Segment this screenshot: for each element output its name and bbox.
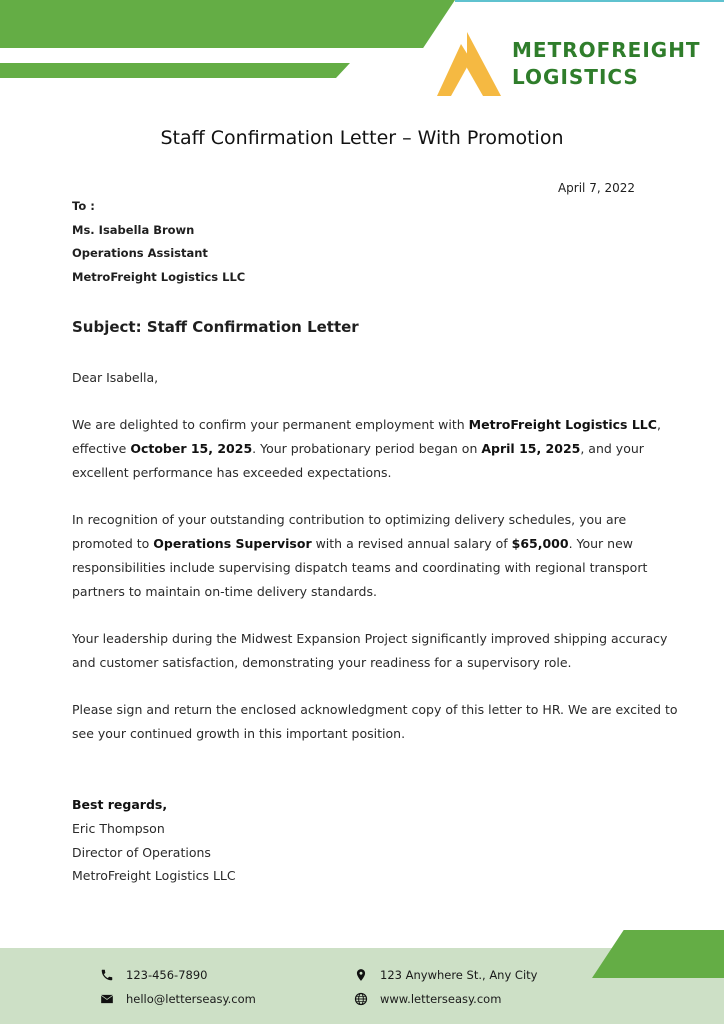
letter-title: Staff Confirmation Letter – With Promotion [160,127,564,149]
footer-address [354,968,537,982]
logo-line-2: LOGISTICS [512,65,639,89]
salutation: Dear Isabella, [72,370,159,385]
signer-title: Director of Operations [72,844,211,860]
letter-body [72,366,682,770]
company-logo-text [512,37,701,91]
letter-date: April 7, 2022 [557,181,635,195]
header-teal-line [455,0,724,2]
to-label: To : [72,199,95,213]
header-green-band [0,0,455,48]
footer-green-shape [592,930,724,978]
phone-text: 123-456-7890 [126,968,208,982]
email-text: hello@letterseasy.com [126,992,256,1006]
subject-line: Subject: Staff Confirmation Letter [72,318,359,336]
envelope-icon [100,992,114,1006]
recipient-name: Ms. Isabella Brown [72,222,195,237]
paragraph-4: Please sign and return the enclosed acknowledgment copy of this letter to HR. We are excited to see your continued growth in this important position. [72,702,678,742]
location-pin-icon [354,968,368,982]
signature-block [72,793,236,888]
footer-website[interactable] [354,992,501,1006]
paragraph-3: Your leadership during the Midwest Expansion Project significantly improved shipping accuracy and customer satisfaction, demonstrating your readiness for a supervisory role. [72,631,668,670]
logo-line-1: METROFREIGHT [512,38,701,62]
signer-company: MetroFreight Logistics LLC [72,868,236,884]
phone-icon [100,968,114,982]
website-text: www.letterseasy.com [380,992,502,1006]
recipient-position: Operations Assistant [72,246,208,260]
footer-phone [100,968,207,982]
header-green-stripe [0,63,350,78]
paragraph-2: In recognition of your outstanding contribution to optimizing delivery schedules, you are promoted to Operations Supervisor with a revised annual salary of $65,000. Your new responsibilities include supervising dispatch teams and coordinating with regional transport partners to maintain on-time delivery standards. [72,512,648,599]
closing: Best regards, [72,797,168,812]
logo-icon [437,30,501,96]
recipient-company: MetroFreight Logistics LLC [72,269,246,284]
globe-icon [354,992,368,1006]
paragraph-1: We are delighted to confirm your permanent employment with MetroFreight Logistics LLC, effective October 15, 2025. Your probationary period began on April 15, 2025, and your excellent performance has exceeded expectations. [72,417,661,480]
address-text: 123 Anywhere St., Any City [380,968,538,982]
recipient-block [72,195,245,289]
signer-name: Eric Thompson [72,820,165,836]
footer-email[interactable] [100,992,256,1006]
